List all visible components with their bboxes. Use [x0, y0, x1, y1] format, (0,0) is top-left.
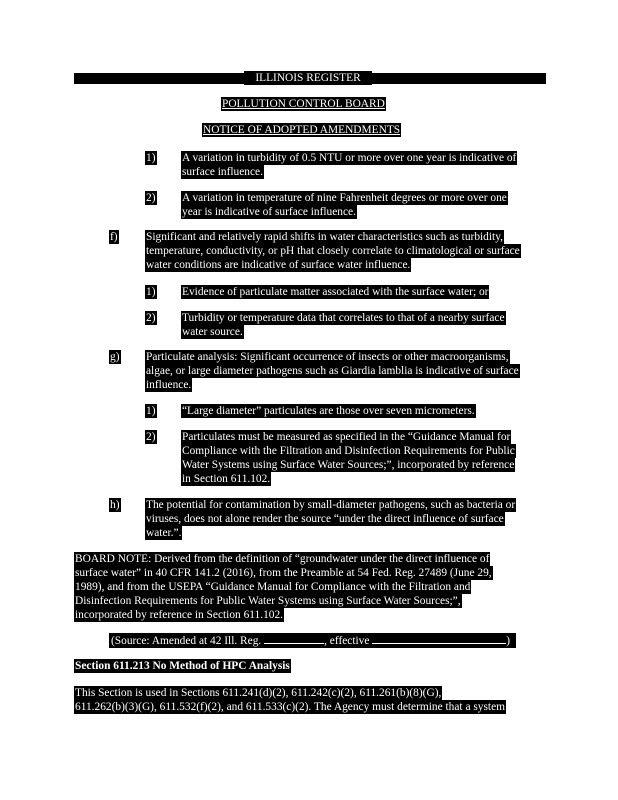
item-label: 1)	[146, 152, 156, 164]
item-label: f)	[110, 231, 118, 243]
board-note-line: BOARD NOTE: Derived from the definition of “groundwater under the direct influence of	[75, 553, 490, 565]
item-text-line: Particulate analysis: Significant occurrence of insects or other macroorganisms,	[146, 351, 509, 363]
item-text-line: Compliance with the Filtration and Disinfection Requirements for Public	[182, 445, 515, 457]
item-text-line: “Large diameter” particulates are those over seven micrometers.	[182, 405, 475, 417]
board-title: POLLUTION CONTROL BOARD	[222, 98, 385, 110]
source-end: )	[506, 635, 511, 647]
section-body-line: 611.262(b)(3)(G), 611.532(f)(2), and 611.533(c)(2). The Agency must determine that a system	[75, 701, 505, 713]
item-text-line: Water Systems using Surface Water Sources;”, incorporated by reference	[182, 459, 515, 471]
item-label: g)	[110, 351, 120, 363]
item-text-line: in Section 611.102.	[182, 473, 271, 485]
item-text-line: Particulates must be measured as specified in the “Guidance Manual for	[182, 431, 511, 443]
header-rule-right	[372, 73, 546, 84]
item-text-line: Turbidity or temperature data that correlates to that of a nearby surface	[182, 312, 505, 324]
item-text-line: A variation in turbidity of 0.5 NTU or more over one year is indicative of	[182, 152, 517, 164]
register-title: ILLINOIS REGISTER	[244, 71, 372, 85]
item-text-line: water source.	[182, 326, 243, 338]
item-text-line: Significant and relatively rapid shifts in water characteristics such as turbidity,	[146, 231, 504, 243]
item-text-line: water conditions are indicative of surface water influence.	[146, 259, 411, 271]
board-note-line: Disinfection Requirements for Public Water Systems using Surface Water Sources;”,	[75, 595, 461, 607]
item-text-line: viruses, does not alone render the source “under the direct influence of surface	[146, 513, 504, 525]
item-text-line: temperature, conductivity, or pH that closely correlate to climatological or surface	[146, 245, 520, 257]
item-label: 1)	[146, 405, 156, 417]
item-text-line: surface influence.	[182, 166, 263, 178]
item-text-line: influence.	[146, 379, 192, 391]
item-text-line: algae, or large diameter pathogens such as Giardia lamblia is indicative of surface	[146, 365, 519, 377]
section-heading: Section 611.213 No Method of HPC Analysis	[75, 660, 290, 672]
item-label: 2)	[146, 192, 156, 204]
source-line	[109, 633, 516, 648]
board-note-line: 1989), and from the USEPA “Guidance Manual for Compliance with the Filtration and	[75, 581, 471, 593]
source-mid: , effective	[324, 635, 373, 647]
item-label: 2)	[146, 312, 156, 324]
notice-title: NOTICE OF ADOPTED AMENDMENTS	[203, 124, 401, 136]
source-prefix: (Source: Amended at 42 Ill. Reg.	[111, 635, 265, 647]
item-label: 2)	[146, 431, 156, 443]
item-text-line: The potential for contamination by small-diameter pathogens, such as bacteria or	[146, 499, 516, 511]
item-text-line: A variation in temperature of nine Fahrenheit degrees or more over one	[182, 192, 507, 204]
item-text-line: year is indicative of surface influence.	[182, 206, 356, 218]
header-rule-left	[74, 73, 244, 84]
board-note-line: incorporated by reference in Section 611.102.	[75, 609, 284, 621]
item-text-line: water.”.	[146, 527, 182, 539]
source-blank-effective	[372, 633, 506, 644]
item-text-line: Evidence of particulate matter associated with the surface water; or	[182, 286, 489, 298]
source-blank-register	[264, 633, 324, 644]
item-label: h)	[110, 499, 120, 511]
board-note-line: surface water” in 40 CFR 141.2 (2016), from the Preamble at 54 Fed. Reg. 27489 (June 29,	[75, 567, 492, 579]
item-label: 1)	[146, 286, 156, 298]
section-body-line: This Section is used in Sections 611.241(d)(2), 611.242(c)(2), 611.261(b)(8)(G),	[75, 687, 442, 699]
